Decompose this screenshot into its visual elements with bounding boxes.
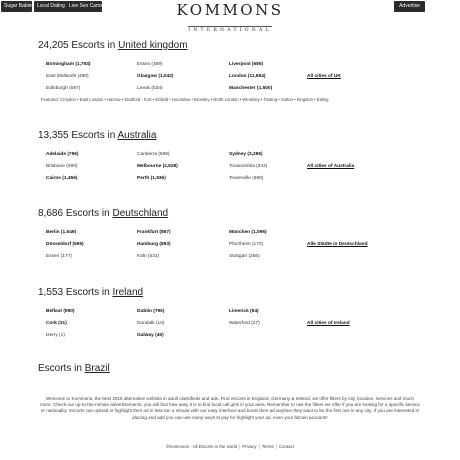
section-label: Escorts in — [38, 363, 82, 374]
city-link[interactable]: Townsville (590) — [229, 176, 264, 181]
city-link[interactable]: Köln (531) — [137, 254, 160, 259]
copyright-text: ©Kommons - All Escorts in the world — [166, 444, 238, 449]
country-link[interactable]: Brazil — [84, 363, 110, 374]
all-cities-link[interactable]: All cities of Ireland — [307, 321, 350, 326]
city-link[interactable]: Essen (177) — [46, 254, 72, 259]
city-link[interactable]: Toowoomba (344) — [229, 164, 268, 169]
sugar-babies-button[interactable]: Sugar Babies — [1, 1, 32, 12]
city-link[interactable]: München (1,096) — [229, 230, 267, 235]
city-link[interactable]: Berlin (1,549) — [46, 230, 77, 235]
country-section-ireland — [38, 287, 438, 357]
city-link[interactable]: Frankfurt (867) — [137, 230, 171, 235]
city-link[interactable]: Galway (45) — [137, 333, 164, 338]
city-link[interactable]: Cork (31) — [46, 321, 67, 326]
city-link[interactable]: Brisbane (599) — [46, 164, 78, 169]
city-link[interactable]: Waterford (27) — [229, 321, 260, 326]
section-title — [38, 40, 438, 52]
city-link[interactable]: Liverpool (685) — [229, 62, 264, 67]
country-section-australia — [38, 130, 438, 200]
escort-count: 24,205 — [38, 40, 69, 51]
city-link[interactable]: Pforzheim (170) — [229, 242, 264, 247]
footer-links — [0, 444, 460, 449]
city-link[interactable]: Belfast (590) — [46, 309, 75, 314]
escort-count: 13,355 — [38, 130, 69, 141]
country-section-deutschland — [38, 208, 438, 278]
city-link[interactable]: Canberra (698) — [137, 152, 170, 157]
city-link[interactable]: Melbourne (2,928) — [137, 164, 178, 169]
country-link[interactable]: United kingdom — [118, 40, 188, 51]
city-link[interactable]: Limerick (54) — [229, 309, 259, 314]
local-dating-button[interactable]: Local Dating — [34, 1, 67, 12]
city-link[interactable]: Edinburgh (587) — [46, 86, 81, 91]
section-label: Escorts in — [71, 130, 116, 141]
city-link[interactable]: Essex (489) — [137, 62, 163, 67]
logo-tagline: INTERNATIONAL — [188, 28, 272, 33]
country-section-uk — [38, 40, 438, 120]
city-link[interactable]: Manchester (1,500) — [229, 86, 273, 91]
city-link[interactable]: Derry (1) — [46, 333, 65, 338]
section-label: Escorts in — [65, 287, 110, 298]
featured-areas[interactable]: Featured: Croydon • East London • Harrow • Stratford - E15 • Enfield • Hounslow • Bromley • North London • Wembley • Tooting • Sutton • Kingston • Ealing — [41, 97, 329, 102]
contact-link[interactable]: Contact — [278, 444, 294, 449]
divider: | — [258, 444, 260, 449]
all-cities-link[interactable]: All cities of Australia — [307, 164, 355, 169]
privacy-link[interactable]: Privacy — [242, 444, 257, 449]
city-link[interactable]: Düsseldorf (699) — [46, 242, 84, 247]
city-link[interactable]: London (11,854) — [229, 74, 266, 79]
city-link[interactable]: Adelaide (756) — [46, 152, 79, 157]
section-label: Escorts in — [71, 40, 116, 51]
city-link[interactable]: Dublin (795) — [137, 309, 165, 314]
terms-link[interactable]: Terms — [261, 444, 274, 449]
country-link[interactable]: Deutschland — [112, 208, 169, 219]
escort-count: 8,686 — [38, 208, 64, 219]
city-link[interactable]: Birmingham (1,754) — [46, 62, 91, 67]
advertise-button[interactable]: Advertise — [394, 1, 425, 12]
city-link[interactable]: Stuttgart (256) — [229, 254, 260, 259]
city-link[interactable]: Sydney (3,286) — [229, 152, 263, 157]
section-label: Escorts in — [65, 208, 110, 219]
city-link[interactable]: Leeds (534) — [137, 86, 163, 91]
city-link[interactable]: Glasgow (1,042) — [137, 74, 174, 79]
divider: | — [275, 444, 277, 449]
all-cities-link[interactable]: Alle Städte in Deutschland — [307, 242, 368, 247]
divider: | — [239, 444, 241, 449]
city-link[interactable]: Dundalk (10) — [137, 321, 165, 326]
live-sex-cams-button[interactable]: Live Sex Cams — [66, 1, 102, 12]
section-title — [38, 130, 438, 142]
escort-count: 1,553 — [38, 287, 64, 298]
country-link[interactable]: Australia — [117, 130, 157, 141]
section-title — [38, 363, 438, 375]
city-link[interactable]: Hamburg (893) — [137, 242, 171, 247]
city-link[interactable]: East Midlands (490) — [46, 74, 89, 79]
logo-wordmark: KOMMONS — [176, 1, 284, 19]
section-title — [38, 208, 438, 220]
section-title — [38, 287, 438, 299]
city-link[interactable]: Perth (1,936) — [137, 176, 166, 181]
footer-description: Welcome to Kommons, the best 2018 alternative website in adult classifieds and ads. Find escorts in England, Germany & Ireland, we offer filters by city, location, services and much more. Check our up-to-the-minute advertisements, you will find how easy it is to find local call girls in your area. Remember to use the filters we offer if you are looking for a specific service or nationality. Escorts can upload or highlight their ad in less tan a minute with our easy interface and boost their ad anytime they want to be the first one in any city. If you are interested in placing and add you can use many ways to pay for highlight your ad, even your bitcoin account!! — [40, 396, 420, 420]
country-section-brazil — [38, 363, 438, 379]
all-cities-link[interactable]: All cities of UK — [307, 74, 341, 79]
country-link[interactable]: Ireland — [112, 287, 144, 298]
city-link[interactable]: Cairns (1,456) — [46, 176, 78, 181]
site-logo[interactable] — [0, 2, 460, 36]
